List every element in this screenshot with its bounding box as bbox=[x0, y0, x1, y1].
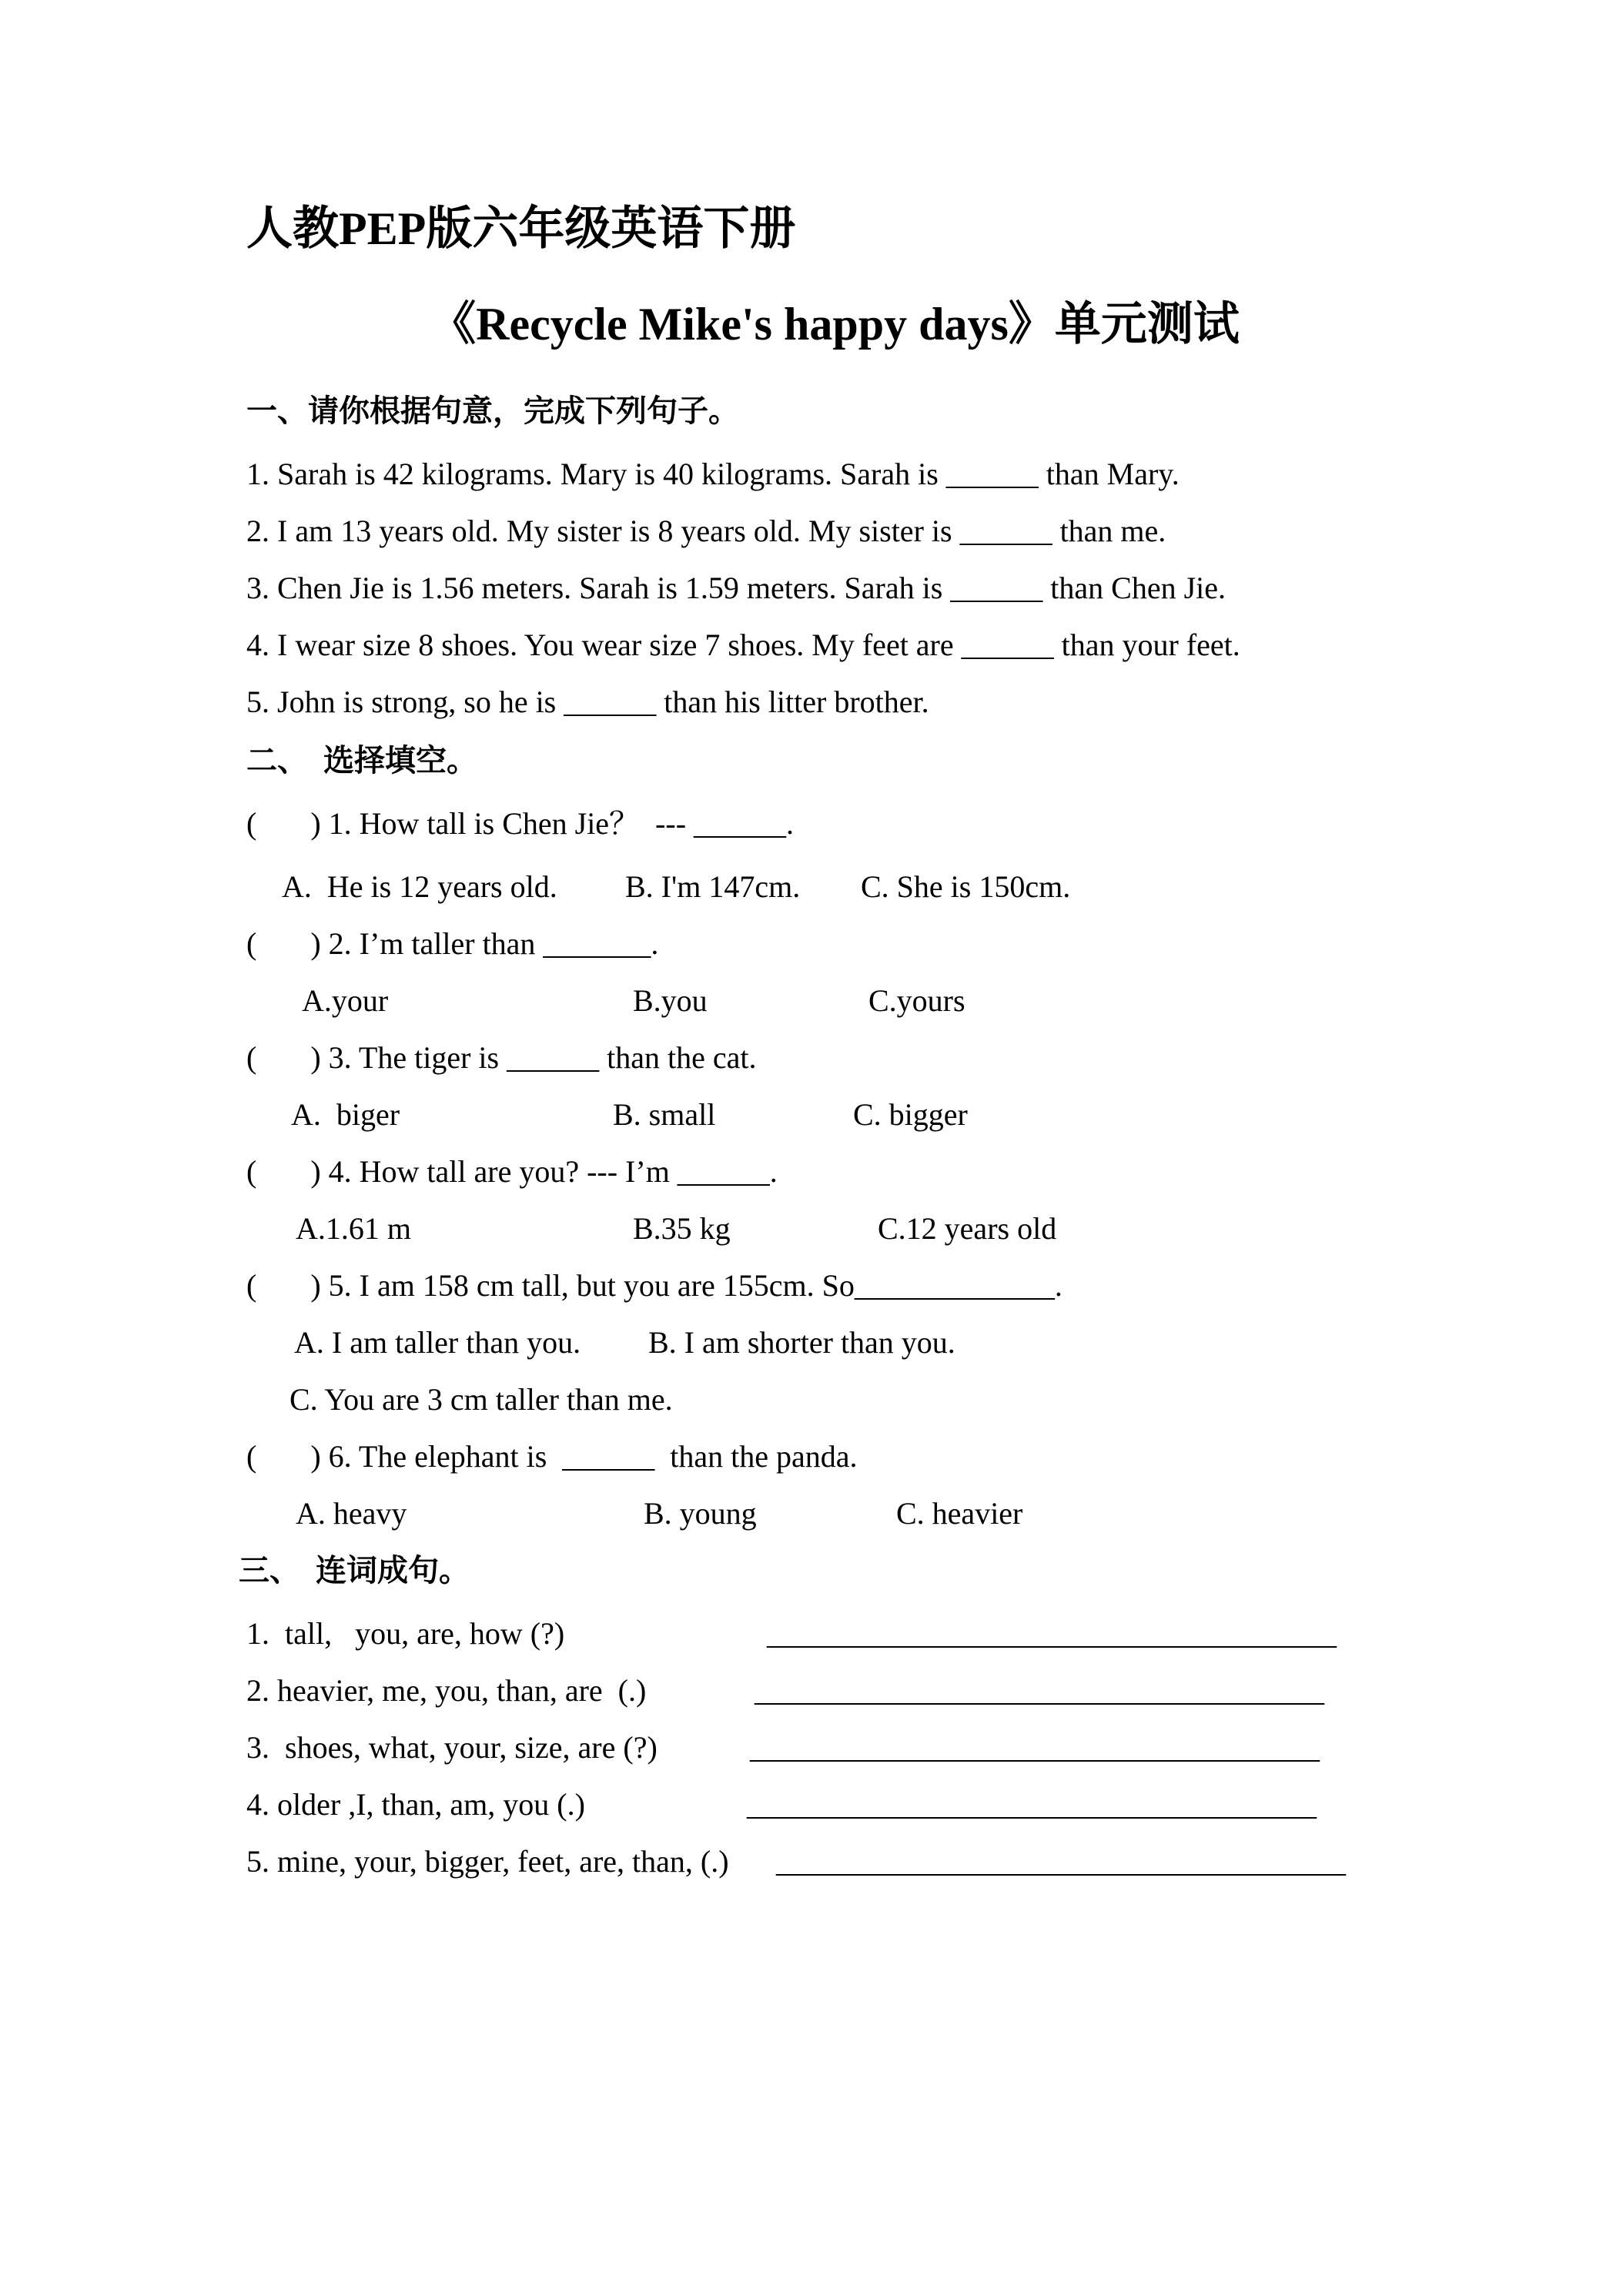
fill-sentence-1: 1. Sarah is 42 kilograms. Mary is 40 kilograms. Sarah is ______ than Mary. bbox=[246, 457, 1180, 491]
choice-5-option-a: A. I am taller than you. bbox=[294, 1325, 581, 1360]
page-title: 人教PEP版六年级英语下册 bbox=[246, 203, 796, 254]
choice-5-option-b: B. I am shorter than you. bbox=[648, 1325, 955, 1360]
choice-2-option-c: C.yours bbox=[868, 983, 965, 1018]
choice-4-option-c: C.12 years old bbox=[878, 1211, 1057, 1246]
fill-sentence-5: 5. John is strong, so he is ______ than his litter brother. bbox=[246, 684, 929, 719]
section-3-heading: 三、 连词成句。 bbox=[239, 1553, 470, 1588]
choice-question-4: ( ) 4. How tall are you? --- I’m ______. bbox=[246, 1154, 778, 1189]
choice-6-option-b: B. young bbox=[644, 1496, 757, 1531]
choice-3-option-b: B. small bbox=[613, 1097, 716, 1132]
page-subtitle: 《Recycle Mike's happy days》单元测试 bbox=[430, 299, 1240, 350]
choice-question-5: ( ) 5. I am 158 cm tall, but you are 155cm. So_____________. bbox=[246, 1268, 1062, 1303]
choice-question-3: ( ) 3. The tiger is ______ than the cat. bbox=[246, 1040, 757, 1075]
answer-line-4: _____________________________________ bbox=[747, 1787, 1317, 1822]
choice-question-1: ( ) 1. How tall is Chen Jie？ --- ______. bbox=[246, 806, 795, 841]
choice-5-option-c: C. You are 3 cm taller than me. bbox=[289, 1382, 673, 1417]
answer-line-3: _____________________________________ bbox=[750, 1730, 1320, 1765]
choice-1-option-c: C. She is 150cm. bbox=[861, 869, 1071, 904]
choice-question-2: ( ) 2. I’m taller than _______. bbox=[246, 926, 659, 961]
word-order-5: 5. mine, your, bigger, feet, are, than, (.) bbox=[246, 1844, 729, 1879]
choice-3-option-c: C. bigger bbox=[853, 1097, 968, 1132]
fill-sentence-4: 4. I wear size 8 shoes. You wear size 7 shoes. My feet are ______ than your feet. bbox=[246, 628, 1240, 662]
answer-line-2: _____________________________________ bbox=[755, 1673, 1324, 1708]
word-order-2: 2. heavier, me, you, than, are (.) bbox=[246, 1673, 647, 1708]
word-order-3: 3. shoes, what, your, size, are (?) bbox=[246, 1730, 658, 1765]
word-order-1: 1. tall, you, are, how (?) bbox=[246, 1616, 565, 1651]
choice-4-option-a: A.1.61 m bbox=[296, 1211, 411, 1246]
choice-2-option-b: B.you bbox=[633, 983, 708, 1018]
choice-1-option-b: B. I'm 147cm. bbox=[625, 869, 801, 904]
answer-line-1: _____________________________________ bbox=[767, 1616, 1337, 1651]
choice-question-6: ( ) 6. The elephant is ______ than the panda. bbox=[246, 1439, 858, 1474]
choice-4-option-b: B.35 kg bbox=[633, 1211, 731, 1246]
choice-6-option-c: C. heavier bbox=[896, 1496, 1023, 1531]
answer-line-5: _____________________________________ bbox=[776, 1844, 1346, 1879]
choice-1-option-a: A. He is 12 years old. bbox=[282, 869, 557, 904]
word-order-4: 4. older ,I, than, am, you (.) bbox=[246, 1787, 585, 1822]
fill-sentence-2: 2. I am 13 years old. My sister is 8 years old. My sister is ______ than me. bbox=[246, 514, 1166, 548]
choice-2-option-a: A.your bbox=[302, 983, 389, 1018]
choice-6-option-a: A. heavy bbox=[296, 1496, 407, 1531]
fill-sentence-3: 3. Chen Jie is 1.56 meters. Sarah is 1.59 meters. Sarah is ______ than Chen Jie. bbox=[246, 571, 1226, 605]
section-1-heading: 一、请你根据句意，完成下列句子。 bbox=[246, 393, 739, 428]
choice-3-option-a: A. biger bbox=[291, 1097, 400, 1132]
section-2-heading: 二、 选择填空。 bbox=[246, 743, 477, 778]
